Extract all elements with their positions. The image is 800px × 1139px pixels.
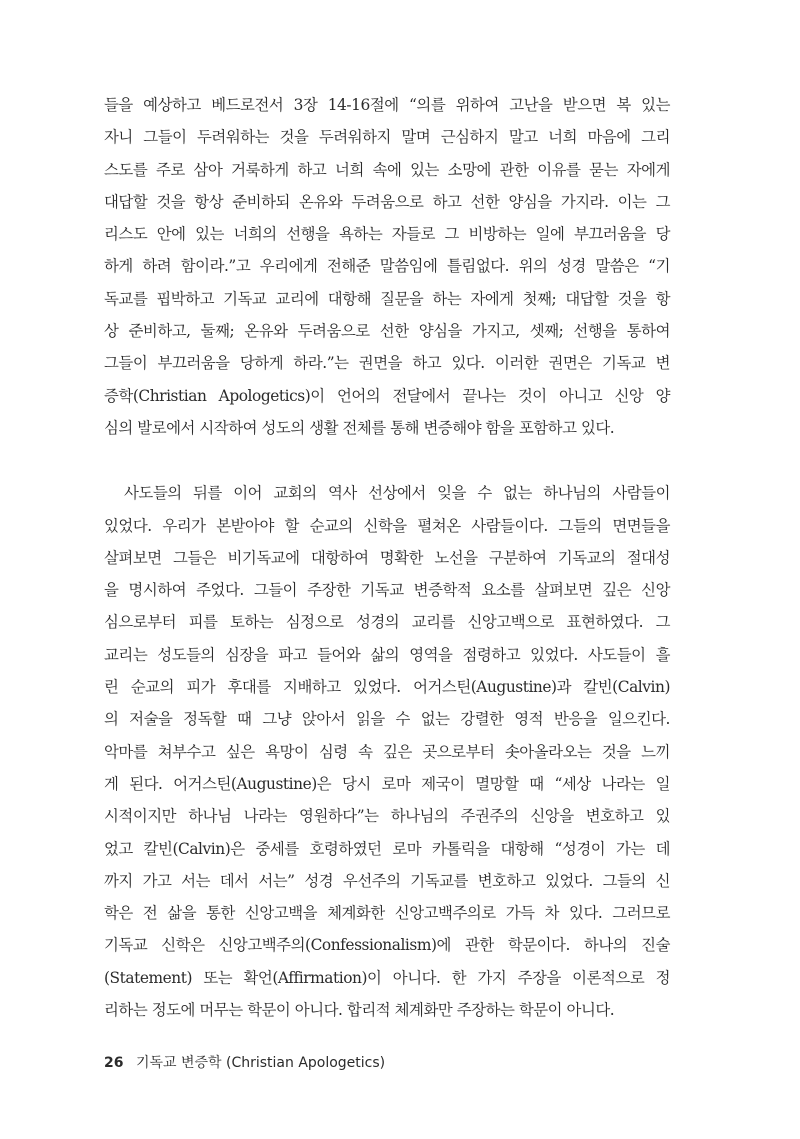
text-line: 기독교 신학은 신앙고백주의(Confessionalism)에 관한 학문이다. 하나의 진술 (104, 936, 670, 955)
text-line: 심으로부터 피를 토하는 심정으로 성경의 교리를 신앙고백으로 표현하였다. 그 (104, 613, 670, 632)
text-line: 증학(Christian Apologetics)이 언어의 전달에서 끝나는 것이 아니고 신앙 양 (104, 386, 670, 405)
text-line: 의 저술을 정독할 때 그냥 앉아서 읽을 수 없는 강렬한 영적 반응을 일으킨다. (104, 710, 670, 729)
text-line: 리스도 안에 있는 너희의 선행을 욕하는 자들로 그 비방하는 일에 부끄러움을 당 (104, 225, 670, 244)
text-line: 린 순교의 피가 후대를 지배하고 있었다. 어거스틴(Augustine)과 칼빈(Calvin) (104, 678, 670, 697)
text-line: 리하는 정도에 머무는 학문이 아니다. 합리적 체계화만 주장하는 학문이 아니다. (104, 1001, 615, 1020)
paragraph (104, 89, 670, 444)
text-line: 있었다. 우리가 본받아야 할 순교의 신학을 펼쳐온 사람들이다. 그들의 면면들을 (104, 516, 670, 535)
page-number: 26 (104, 1055, 124, 1071)
text-line: 대답할 것을 항상 준비하되 온유와 두려움으로 하고 선한 양심을 가지라. 이는 그 (104, 192, 670, 211)
text-line: 심의 발로에서 시작하여 성도의 생활 전체를 통해 변증해야 함을 포함하고 있다. (104, 418, 615, 437)
text-line: (Statement) 또는 확언(Affirmation)이 아니다. 한 가지 주장을 이론적으로 정 (104, 968, 670, 987)
text-line: 살펴보면 그들은 비기독교에 대항하여 명확한 노선을 구분하여 기독교의 절대성 (104, 548, 670, 567)
text-line: 하게 하려 함이라.”고 우리에게 전해준 말씀임에 틀림없다. 위의 성경 말씀은 “기 (104, 257, 670, 276)
text-line: 악마를 쳐부수고 싶은 욕망이 심령 속 깊은 곳으로부터 솟아올라오는 것을 느끼 (104, 742, 670, 761)
body-text (104, 89, 670, 1026)
text-line: 사도들의 뒤를 이어 교회의 역사 선상에서 잊을 수 없는 하나님의 사람들이 (124, 484, 670, 503)
text-line: 까지 가고 서는 데서 서는” 성경 우선주의 기독교를 변호하고 있었다. 그들의 신 (104, 871, 670, 890)
text-line: 었고 칼빈(Calvin)은 중세를 호령하였던 로마 카톨릭을 대항해 “성경이 가는 데 (104, 839, 670, 858)
page-footer (104, 1052, 385, 1072)
text-line: 상 준비하고, 둘째; 온유와 두려움으로 선한 양심을 가지고, 셋째; 선행을 통하여 (104, 322, 670, 341)
text-line: 학은 전 삶을 통한 신앙고백을 체계화한 신앙고백주의로 가득 차 있다. 그러므로 (104, 904, 670, 923)
text-line: 게 된다. 어거스틴(Augustine)은 당시 로마 제국이 멸망할 때 “세상 나라는 일 (104, 774, 670, 793)
text-line: 들을 예상하고 베드로전서 3장 14-16절에 “의를 위하여 고난을 받으면 복 있는 (104, 96, 670, 114)
text-line: 을 명시하여 주었다. 그들이 주장한 기독교 변증학적 요소를 살펴보면 깊은 신앙 (104, 581, 670, 600)
text-line: 독교를 핍박하고 기독교 교리에 대항해 질문을 하는 자에게 첫째; 대답할 것을 항 (104, 289, 670, 308)
text-line: 시적이지만 하나님 나라는 영원하다”는 하나님의 주권주의 신앙을 변호하고 있 (104, 807, 670, 826)
text-line: 스도를 주로 삼아 거룩하게 하고 너희 속에 있는 소망에 관한 이유를 묻는 자에게 (104, 160, 670, 179)
text-line: 그들이 부끄러움을 당하게 하라.”는 권면을 하고 있다. 이러한 권면은 기독교 변 (104, 354, 670, 373)
running-title: 기독교 변증학 (Christian Apologetics) (135, 1055, 386, 1071)
text-line: 교리는 성도들의 심장을 파고 들어와 삶의 영역을 점령하고 있었다. 사도들이 흘 (104, 645, 670, 664)
text-line: 자니 그들이 두려워하는 것을 두려워하지 말며 근심하지 말고 너희 마음에 그리 (104, 128, 670, 147)
paragraph (104, 477, 670, 1026)
